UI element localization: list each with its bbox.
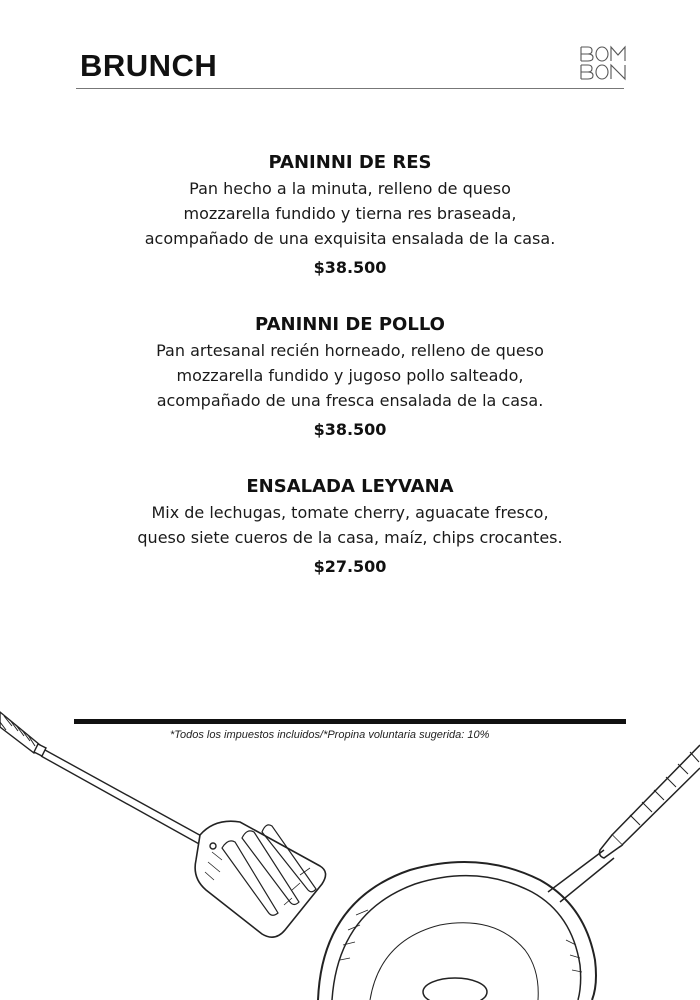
menu-item <box>0 150 700 279</box>
item-description <box>0 500 700 550</box>
item-description-line: acompañado de una fresca ensalada de la casa. <box>156 391 544 410</box>
item-name: PANINNI DE POLLO <box>255 314 445 335</box>
footer-note: *Todos los impuestos incluidos/*Propina voluntaria sugerida: 10% <box>170 729 490 741</box>
item-description <box>0 338 700 413</box>
brand-logo <box>579 44 627 82</box>
menu-list <box>0 150 700 611</box>
item-price: $27.500 <box>313 557 387 576</box>
item-description-line: mozzarella fundido y jugoso pollo salteado, <box>176 366 524 385</box>
item-description-line: Pan hecho a la minuta, relleno de queso <box>189 179 511 198</box>
item-price: $38.500 <box>313 420 387 439</box>
frying-pan-icon <box>318 745 700 1000</box>
header-divider <box>76 88 624 89</box>
logo-icon <box>579 44 627 82</box>
item-price: $38.500 <box>313 258 387 277</box>
page-title: BRUNCH <box>80 48 218 83</box>
item-description-line: acompañado de una exquisita ensalada de la casa. <box>144 229 556 248</box>
menu-item <box>0 474 700 578</box>
footer-divider <box>74 719 626 724</box>
item-name: ENSALADA LEYVANA <box>246 476 454 497</box>
menu-item <box>0 312 700 441</box>
item-description <box>0 176 700 251</box>
item-description-line: mozzarella fundido y tierna res braseada, <box>183 204 517 223</box>
item-name: PANINNI DE RES <box>268 152 432 173</box>
item-description-line: queso siete cueros de la casa, maíz, chips crocantes. <box>137 528 563 547</box>
spatula-icon <box>0 712 326 937</box>
item-description-line: Mix de lechugas, tomate cherry, aguacate fresco, <box>151 503 549 522</box>
item-description-line: Pan artesanal recién horneado, relleno de queso <box>156 341 544 360</box>
